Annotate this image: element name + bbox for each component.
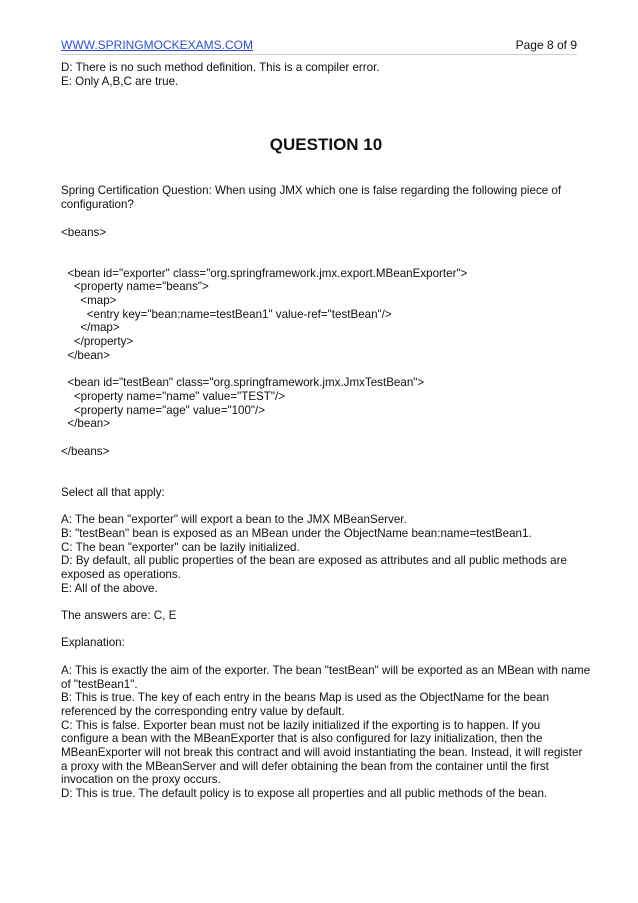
code-beans-close: </beans> — [61, 444, 110, 458]
question-text: Spring Certification Question: When using JMX which one is false regarding the following piece of configuration? — [61, 184, 565, 212]
code-line: <property name="age" value="100"/> — [61, 403, 266, 417]
code-line: <property name="beans"> — [61, 280, 209, 294]
option-a: A: The bean "exporter" will export a bean to the JMX MBeanServer. — [61, 513, 407, 527]
question-title: QUESTION 10 — [269, 135, 383, 155]
code-line: </bean> — [61, 417, 110, 431]
explanation-b: B: This is true. The key of each entry in the beans Map is used as the ObjectName for the bean referenced by the corresponding entry value by default. — [61, 691, 553, 718]
explanation-label: Explanation: — [61, 636, 125, 650]
instruction: Select all that apply: — [61, 485, 165, 499]
code-line: <entry key="bean:name=testBean1" value-ref="testBean"/> — [61, 307, 392, 321]
page-header — [61, 38, 577, 55]
page-content — [61, 61, 594, 801]
prev-answer-d: D: There is no such method definition. This is a compiler error. — [61, 61, 380, 74]
code-line: <bean id="exporter" class="org.springframework.jmx.export.MBeanExporter"> — [61, 266, 468, 280]
code-line: </bean> — [61, 348, 110, 362]
explanation-d: D: This is true. The default policy is to expose all properties and all public methods of the bean. — [61, 787, 548, 801]
code-line: <property name="name" value="TEST"/> — [61, 389, 285, 403]
prev-answer-e: E: Only A,B,C are true. — [61, 74, 179, 88]
code-line: </map> — [61, 321, 120, 335]
option-e: E: All of the above. — [61, 581, 158, 595]
explanation-c: C: This is false. Exporter bean must not be lazily initialized if the exporting is to happen. If you configure a bean with the MBeanExporter that is also configured for lazy initialization, then the MBeanExporter will not break this contract and will avoid instantiating the bean. Instead, it will register a proxy with the MBeanServer and will defer obtaining the bean from the container until the first invocation on the proxy occurs. — [61, 718, 586, 787]
option-c: C: The bean "exporter" can be lazily initialized. — [61, 540, 300, 554]
code-line: <bean id="testBean" class="org.springframework.jmx.JmxTestBean"> — [61, 376, 425, 390]
answer: The answers are: C, E — [61, 609, 177, 623]
code-line: </property> — [61, 335, 134, 349]
code-beans-open: <beans> — [61, 225, 107, 239]
option-b: B: "testBean" bean is exposed as an MBean under the ObjectName bean:name=testBean1. — [61, 526, 532, 540]
page-number: Page 8 of 9 — [515, 38, 577, 52]
code-line: <map> — [61, 293, 117, 307]
option-d: D: By default, all public properties of the bean are exposed as attributes and all public methods are exposed as operations. — [61, 554, 571, 581]
explanation-a: A: This is exactly the aim of the exporter. The bean "testBean" will be exported as an MBean with name of "testBean1". — [61, 663, 594, 691]
site-link[interactable]: WWW.SPRINGMOCKEXAMS.COM — [61, 38, 253, 52]
